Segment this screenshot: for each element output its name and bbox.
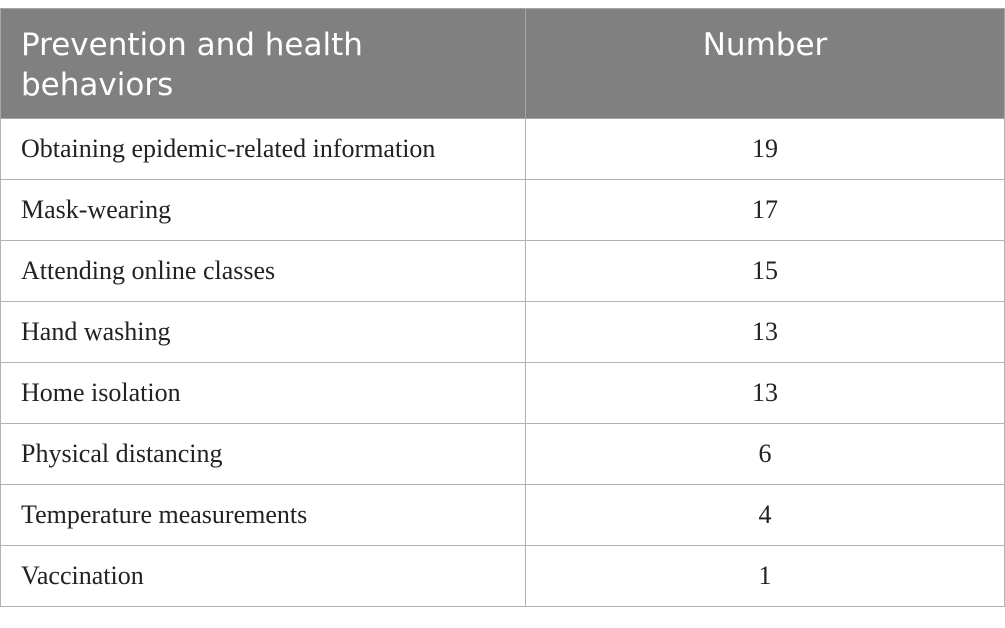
table-row [1, 485, 1005, 546]
table-row [1, 241, 1005, 302]
table-row [1, 424, 1005, 485]
behavior-cell: Hand washing [1, 302, 526, 363]
table-row [1, 363, 1005, 424]
table-row [1, 180, 1005, 241]
number-cell: 15 [526, 241, 1005, 302]
behavior-cell: Physical distancing [1, 424, 526, 485]
behavior-cell: Mask-wearing [1, 180, 526, 241]
behavior-cell: Vaccination [1, 546, 526, 607]
behavior-cell: Attending online classes [1, 241, 526, 302]
number-cell: 19 [526, 119, 1005, 180]
header-prevention-behaviors-label: Prevention and health behaviors [21, 27, 363, 103]
number-cell: 13 [526, 302, 1005, 363]
number-cell: 17 [526, 180, 1005, 241]
header-prevention-behaviors [1, 9, 526, 119]
number-cell: 6 [526, 424, 1005, 485]
number-cell: 1 [526, 546, 1005, 607]
prevention-behaviors-table [0, 8, 1005, 607]
behavior-cell: Obtaining epidemic-related information [1, 119, 526, 180]
header-number-label: Number [702, 27, 828, 63]
number-cell: 13 [526, 363, 1005, 424]
table-row [1, 119, 1005, 180]
behavior-cell: Home isolation [1, 363, 526, 424]
table-row [1, 302, 1005, 363]
number-cell: 4 [526, 485, 1005, 546]
table-row [1, 546, 1005, 607]
header-number [526, 9, 1005, 119]
behavior-cell: Temperature measurements [1, 485, 526, 546]
table-header-row [1, 9, 1005, 119]
